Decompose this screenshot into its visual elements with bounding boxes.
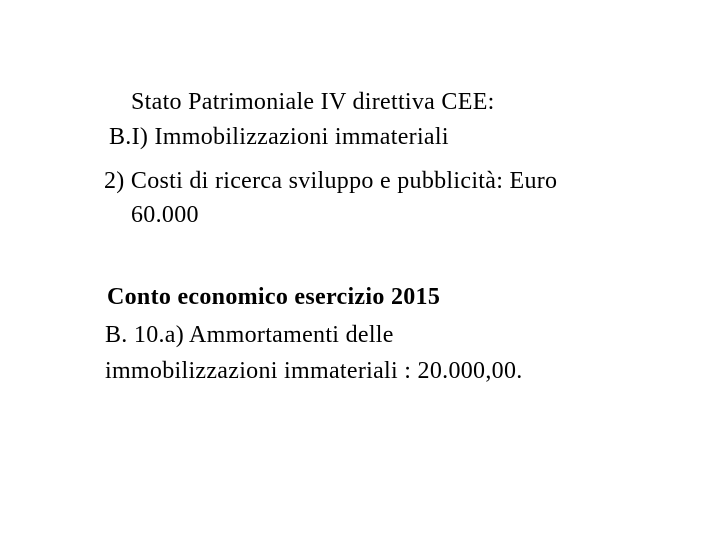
balance-sheet-heading: Stato Patrimoniale IV direttiva CEE: — [131, 89, 495, 115]
research-costs-line: 2) Costi di ricerca sviluppo e pubblicità: Euro — [104, 168, 558, 194]
amortization-line: B. 10.a) Ammortamenti delle — [105, 322, 394, 348]
intangible-assets-line: B.I) Immobilizzazioni immateriali — [109, 124, 449, 150]
income-statement-heading: Conto economico esercizio 2015 — [107, 284, 441, 310]
research-costs-amount: 60.000 — [131, 202, 199, 228]
amortization-amount-line: immobilizzazioni immateriali : 20.000,00. — [105, 358, 523, 384]
